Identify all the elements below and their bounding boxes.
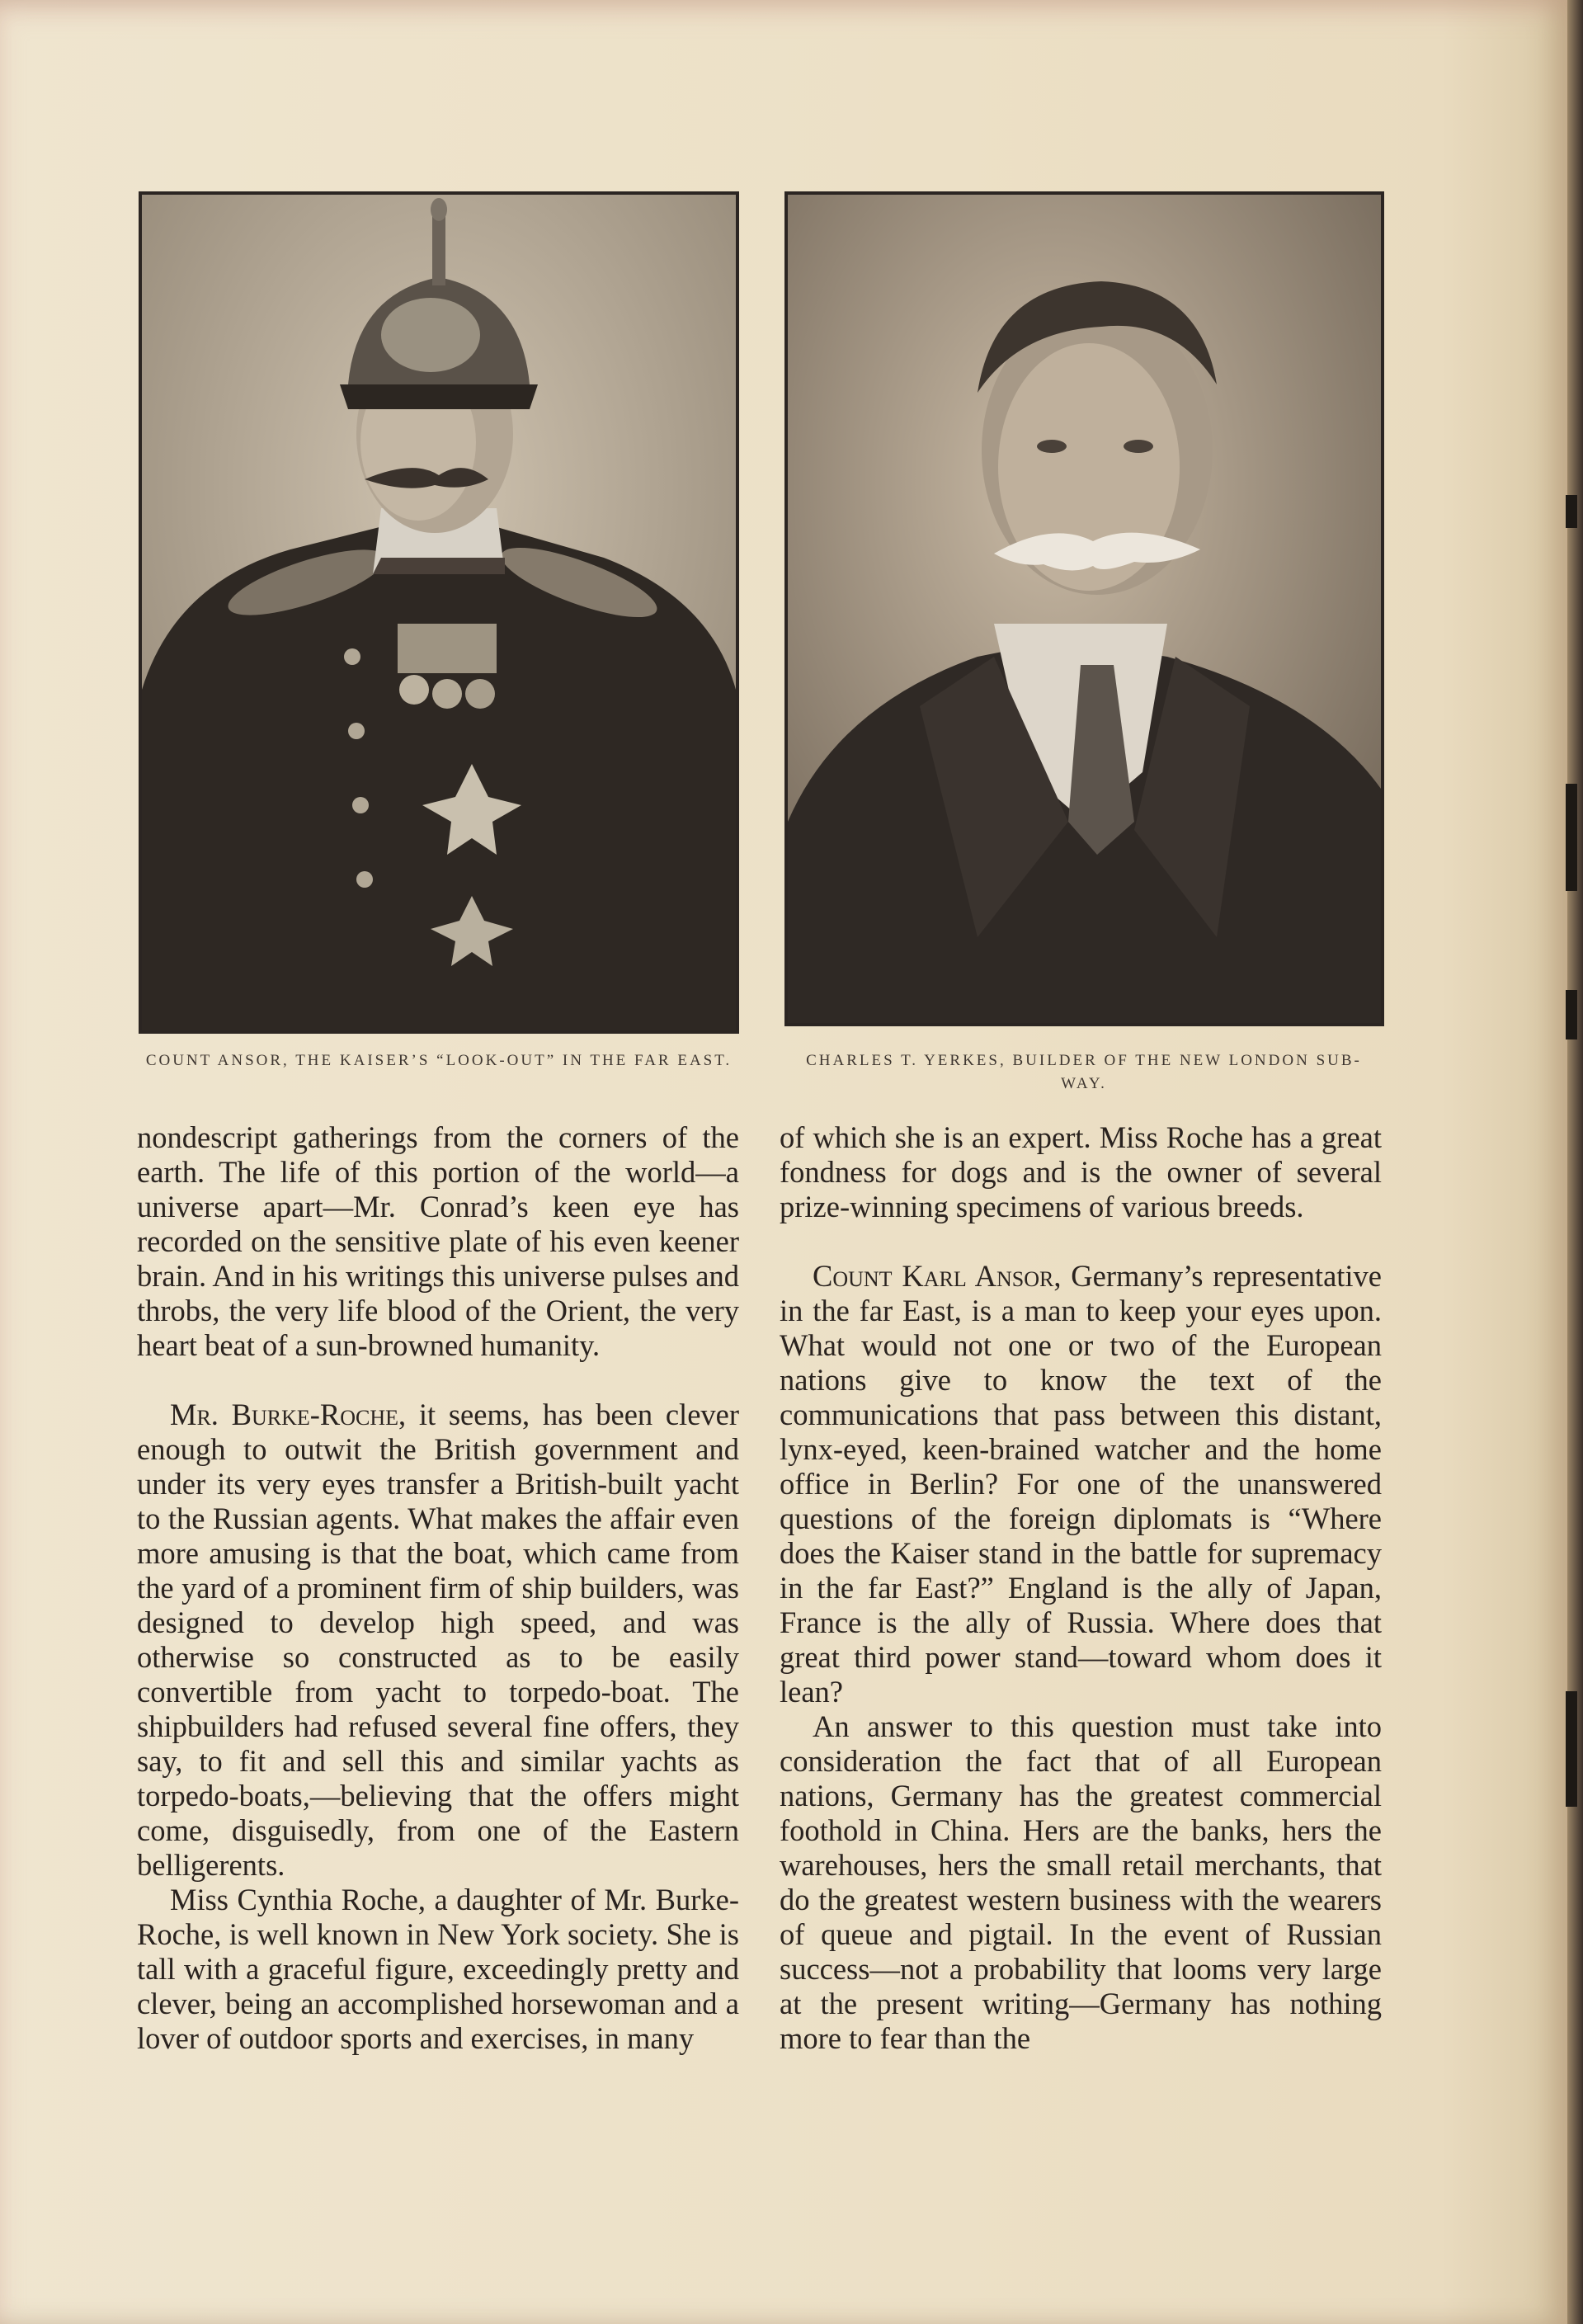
paragraph: of which she is an expert. Miss Roche has a great fondness for dogs and is the owner of several prize-winning specimens of various breeds. bbox=[780, 1120, 1382, 1223]
figure-caption-left: COUNT ANSOR, THE KAISER’S “LOOK-OUT” IN THE FAR EAST. bbox=[145, 1052, 733, 1069]
text-column-left bbox=[137, 1120, 739, 2056]
lead-in: Count Karl Ansor bbox=[813, 1259, 1054, 1293]
lead-in: Mr. Burke-Roche bbox=[170, 1398, 399, 1431]
figure-caption-right: CHARLES T. YERKES, BUILDER OF THE NEW LONDON SUB- WAY. bbox=[806, 1052, 1362, 1092]
paragraph bbox=[137, 1398, 739, 1883]
paragraph-body: , Germany’s representative in the far East, is a man to keep your eyes upon. What would not one or two of the European nations give to know the text of the communications that pass between this distant, lynx-eyed, keen-brained watcher and the home office in Berlin? For one of the unanswered questions of the foreign diplomats is “Where does the Kaiser stand in the battle for supremacy in the far East?” England is the ally of Japan, France is the ally of Russia. Where does that great third power stand—toward whom does it lean? bbox=[780, 1259, 1382, 1709]
paragraph: An answer to this question must take into consideration the fact that of all European nations, Germany has the greatest commercial foothold in China. Hers are the banks, hers the warehouses, hers the small retail merchants, that do the greatest western business with the wearers of queue and pigtail. In the event of Russian success—not a probability that looms very large at the present writing—Germany has nothing more to fear than the bbox=[780, 1709, 1382, 2055]
portrait-count-ansor-image bbox=[142, 195, 736, 1030]
binding-mark bbox=[1566, 495, 1577, 528]
text-column-right bbox=[780, 1120, 1382, 2056]
binding-mark bbox=[1566, 990, 1577, 1039]
portrait-charles-yerkes bbox=[784, 191, 1384, 1026]
portrait-count-ansor bbox=[139, 191, 739, 1034]
binding-mark bbox=[1566, 784, 1577, 891]
paragraph-body: , it seems, has been clever enough to outwit the British government and under its very eyes transfer a British-built yacht to the Russian agents. What makes the affair even more amusing is that the boat, which came from the yard of a prominent firm of ship builders, was designed to develop high speed, and was otherwise so constructed as to be easily convertible from yacht to torpedo-boat. The shipbuilders had refused several fine offers, they say, to fit and sell this and similar yachts as torpedo-boats,—believing that the offers might come, disguisedly, from one of the Eastern belligerents. bbox=[137, 1398, 739, 1882]
paragraph: Miss Cynthia Roche, a daughter of Mr. Burke-Roche, is well known in New York society. She is tall with a graceful figure, exceedingly pretty and clever, being an accomplished horsewoman and a lover of outdoor sports and exercises, in many bbox=[137, 1883, 739, 2055]
binding-mark bbox=[1566, 1691, 1577, 1807]
portrait-charles-yerkes-image bbox=[788, 195, 1381, 1023]
paragraph: nondescript gatherings from the corners of the earth. The life of this portion of the world—a universe apart—Mr. Conrad’s keen eye has recorded on the sensitive plate of his even keener brain. And in his writings this universe pulses and throbs, the very life blood of the Orient, the very heart beat of a sun-browned humanity. bbox=[137, 1120, 739, 1362]
paragraph bbox=[780, 1259, 1382, 1709]
book-binding-edge bbox=[1567, 0, 1583, 2324]
